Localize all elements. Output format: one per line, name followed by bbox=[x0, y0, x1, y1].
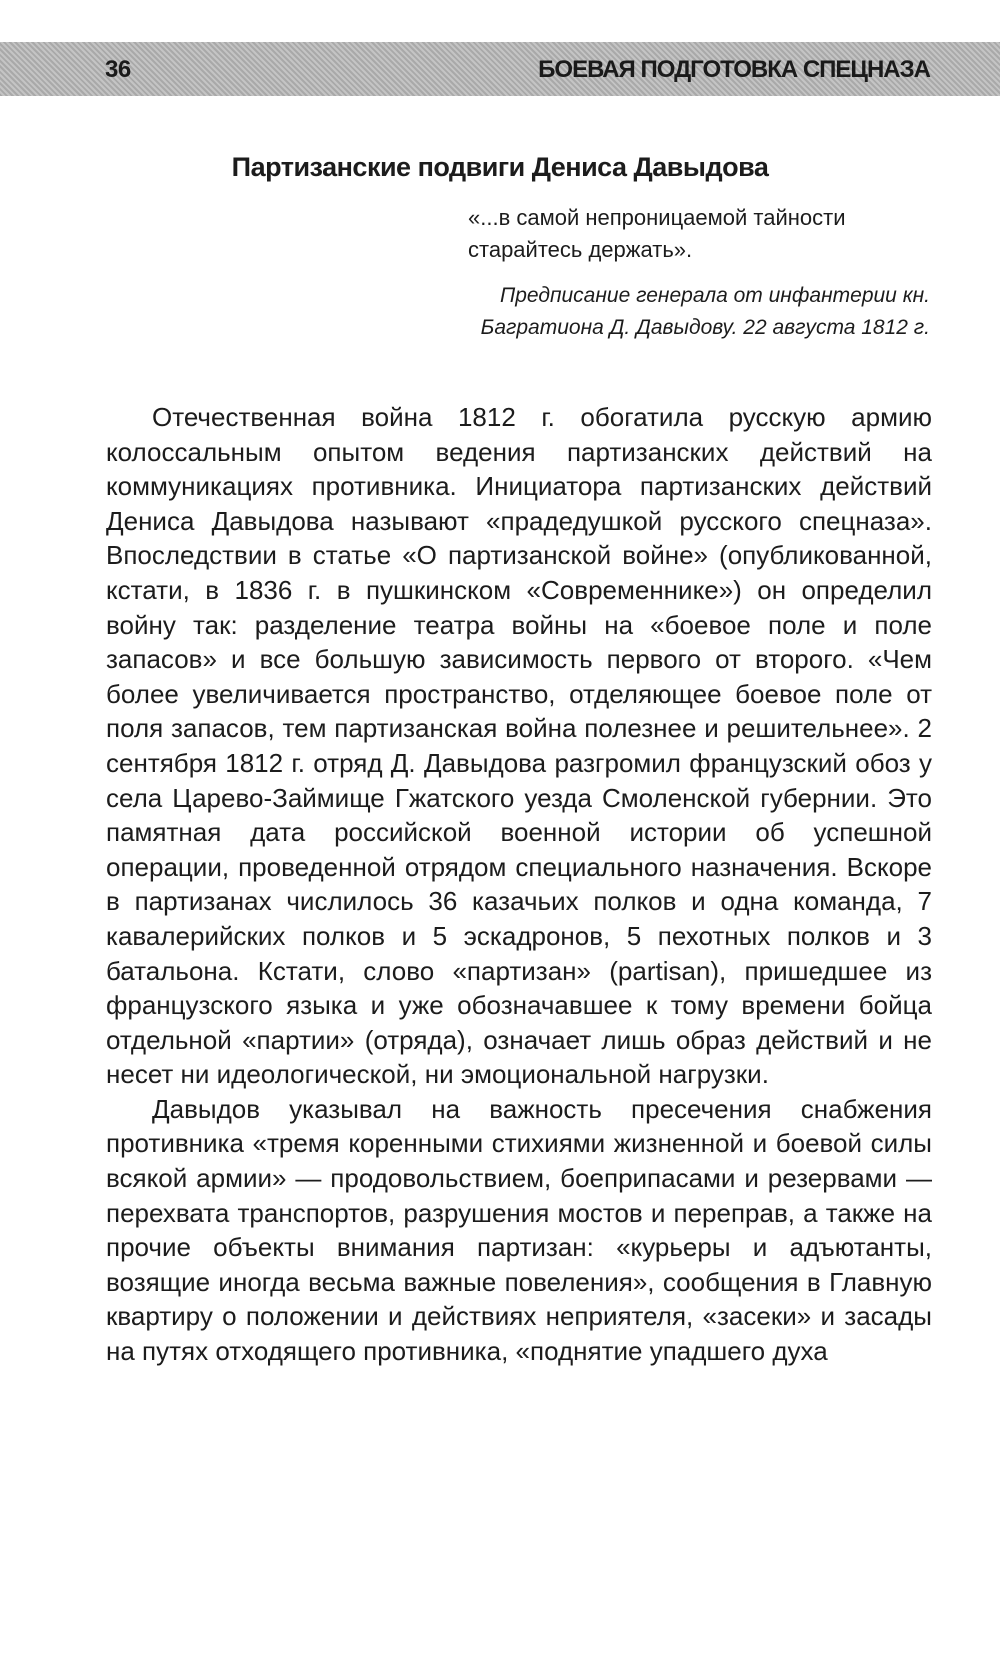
paragraph-2: Давыдов указывал на важность пресечения снабжения противника «тремя коренными стихиями жизненной и боевой силы всякой армии» — продовольствием, боеприпасами и резервами — перехвата транспортов, разрушения мостов и переправ, а также на прочие объекты внимания партизан: «курьеры и адъютанты, возящие иногда весьма важные повеления», сообщения в Главную квартиру о положении и действиях неприятеля, «засеки» и засады на путях отходящего противника, «поднятие упадшего духа bbox=[106, 1093, 932, 1367]
section-title: Партизанские подвиги Дениса Давыдова bbox=[231, 152, 769, 182]
running-title: БОЕВАЯ ПОДГОТОВКА СПЕЦНАЗА bbox=[538, 56, 930, 83]
body-text bbox=[106, 400, 932, 1369]
epigraph bbox=[410, 202, 930, 344]
epigraph-quote: «...в самой непроницаемой тайности старайтесь держать». bbox=[468, 205, 846, 262]
epigraph-source: Предписание генерала от инфантерии кн. Багратиона Д. Давыдову. 22 августа 1812 г. bbox=[480, 284, 930, 339]
paragraph-1: Отечественная война 1812 г. обогатила русскую армию колоссальным опытом ведения партизанских действий на коммуникациях противника. Инициатора партизанских действий Дениса Давыдова называют «прадедушкой русского спецназа». Впоследствии в статье «О партизанской войне» (опубликованной, кстати, в 1836 г. в пушкинском «Современнике») он определил войну так: разделение театра войны на «боевое поле и поле запасов» и все большую зависимость первого от второго. «Чем более увеличивается пространство, отделяющее боевое поле от поля запасов, тем партизанская война полезнее и решительнее». 2 сентября 1812 г. отряд Д. Давыдова разгромил французский обоз у села Царево-Займище Гжатского уезда Смоленской губернии. Это памятная дата российской военной истории об успешной операции, проведенной отрядом специального назначения. Вскоре в партизанах числилось 36 казачьих полков и одна команда, 7 кавалерийских полков и 5 эскадронов, 5 пехотных полков и 3 батальона. Кстати, слово «партизан» (partisan), пришедшее из французского языка и уже обозначавшее к тому времени бойца отдельной «партии» (отряда), означает лишь образ действий и не несет ни идеологической, ни эмоциональной нагрузки. bbox=[106, 402, 932, 1090]
page-number: 36 bbox=[105, 56, 131, 83]
